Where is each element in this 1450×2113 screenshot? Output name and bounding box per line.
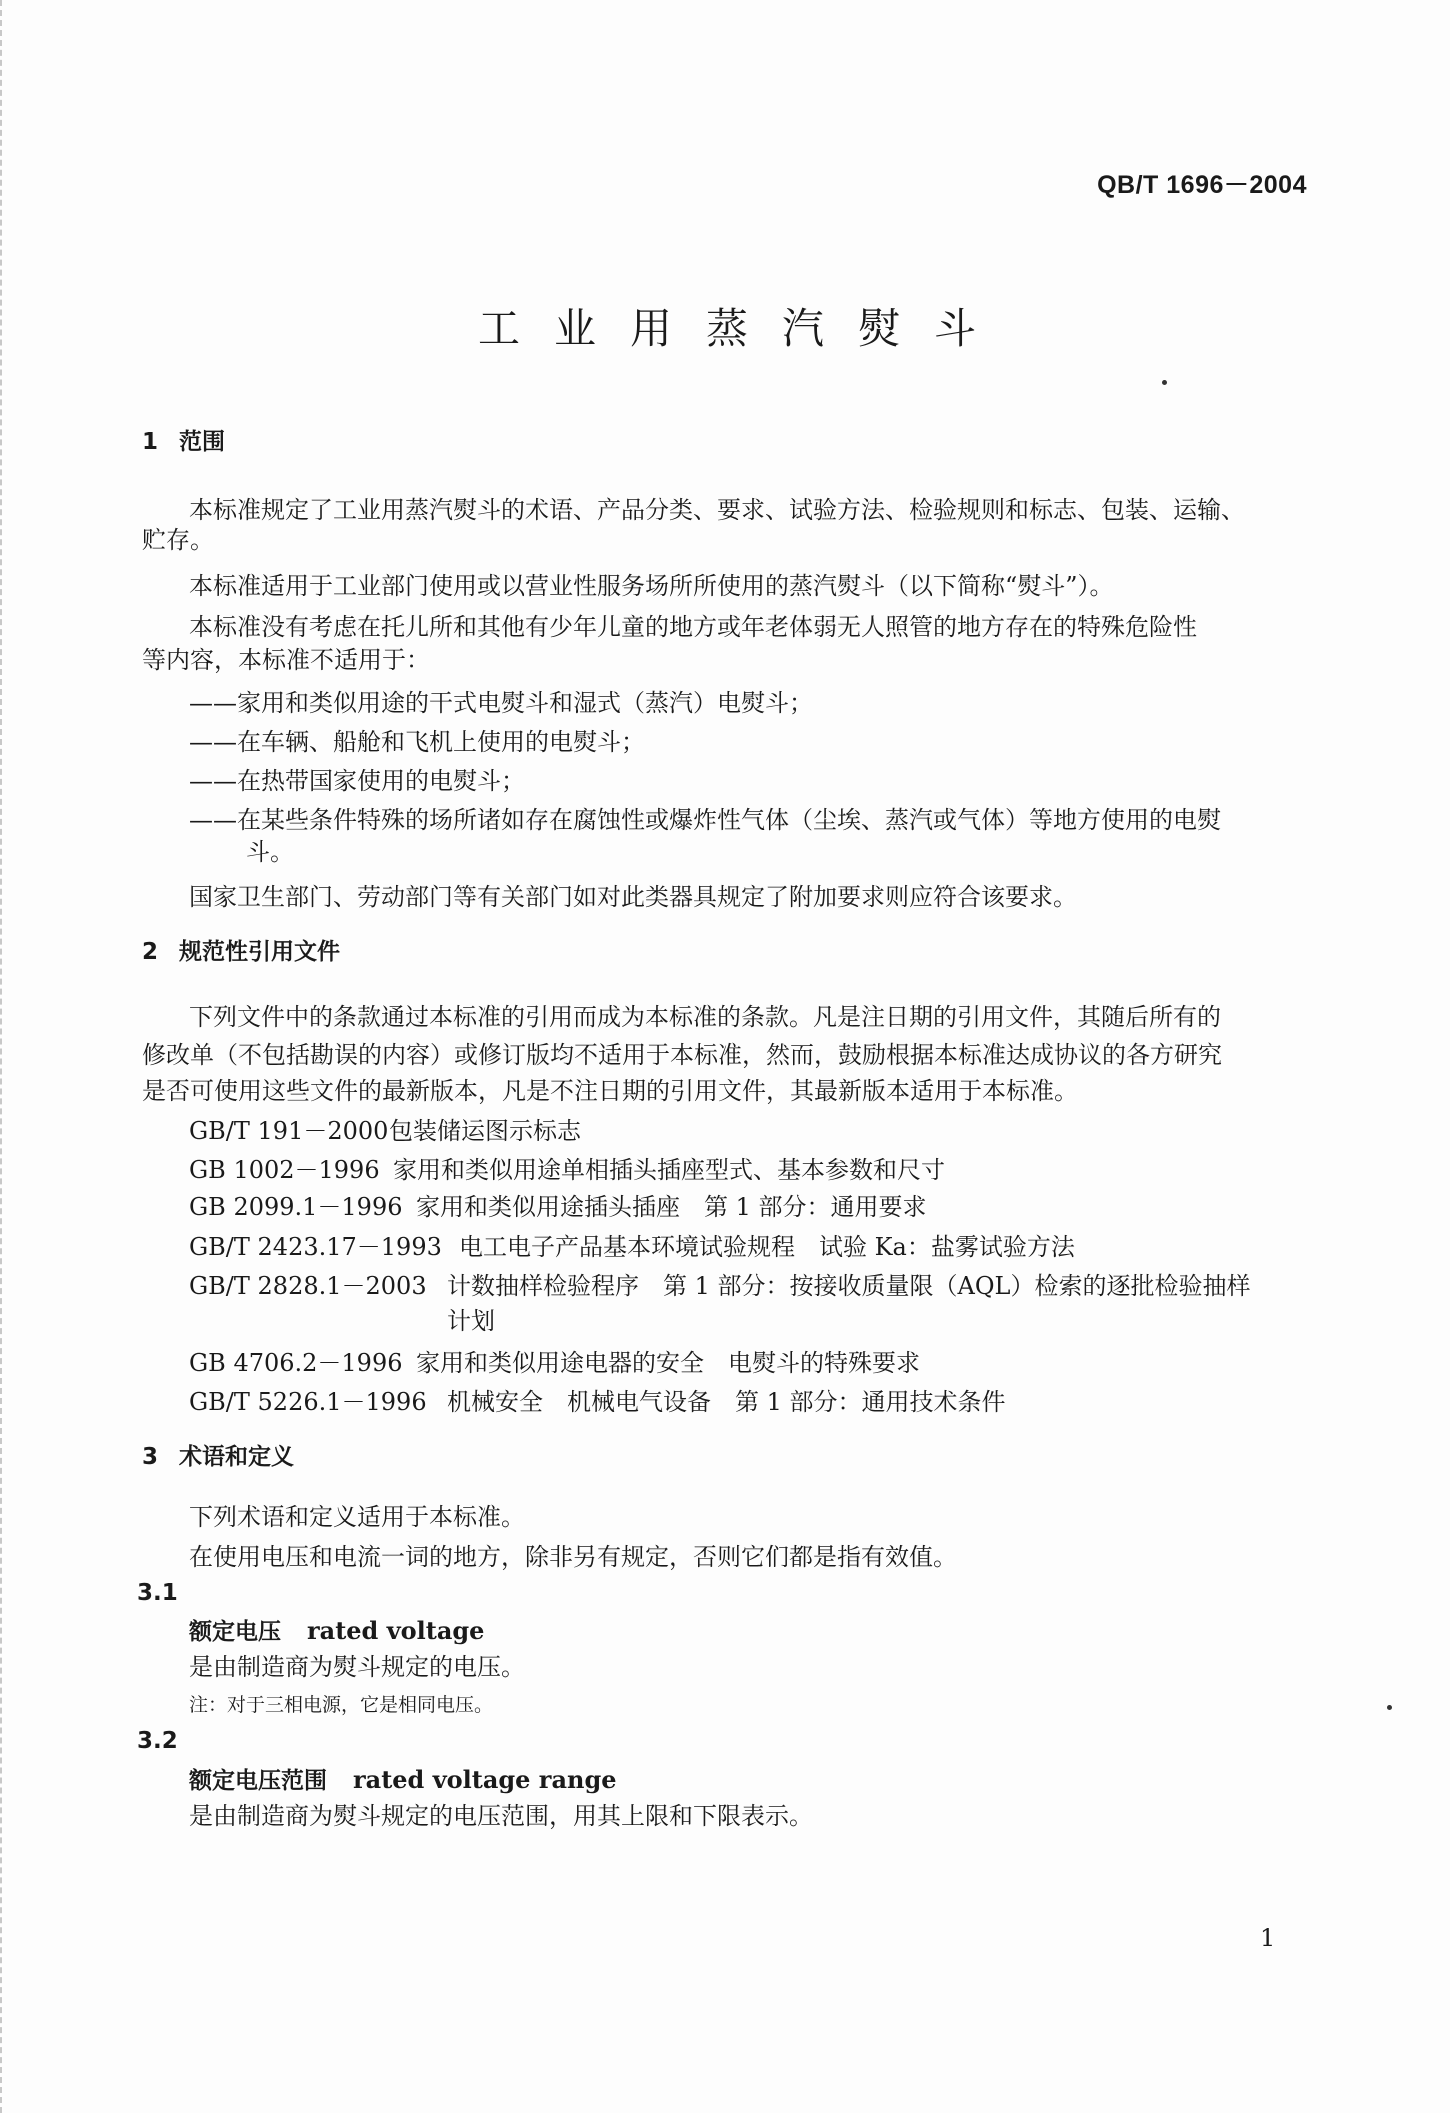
reference-code: GB/T 191－2000	[189, 1117, 389, 1145]
term-en: rated voltage range	[353, 1765, 617, 1794]
reference-title: 机械安全 机械电气设备 第 1 部分：通用技术条件	[447, 1388, 1006, 1416]
paragraph-line: 修改单（不包括勘误的内容）或修订版均不适用于本标准，然而，鼓励根据本标准达成协议的各方研究	[142, 1041, 1222, 1069]
scan-speck	[1162, 380, 1167, 385]
reference-title: 计数抽样检验程序 第 1 部分：按接收质量限（AQL）检索的逐批检验抽样	[447, 1272, 1251, 1300]
term-definition: 是由制造商为熨斗规定的电压。	[189, 1653, 525, 1681]
reference-item	[189, 1271, 1250, 1301]
paragraph-line: 国家卫生部门、劳动部门等有关部门如对此类器具规定了附加要求则应符合该要求。	[189, 883, 1077, 911]
paragraph-line: 本标准规定了工业用蒸汽熨斗的术语、产品分类、要求、试验方法、检验规则和标志、包装、运输、	[189, 496, 1245, 524]
term-heading	[189, 1616, 484, 1647]
reference-title: 电工电子产品基本环境试验规程 试验 Ka：盐雾试验方法	[459, 1233, 1075, 1261]
standard-code: QB/T 1696－2004	[1097, 171, 1307, 199]
paragraph-line: 等内容，本标准不适用于：	[142, 646, 430, 674]
reference-code: GB/T 5226.1－1996	[189, 1388, 427, 1416]
section-title: 范围	[179, 429, 225, 455]
reference-title: 包装储运图示标志	[389, 1117, 581, 1145]
reference-item	[189, 1232, 1075, 1262]
paragraph-line: 下列术语和定义适用于本标准。	[189, 1503, 525, 1531]
section-number: 1	[142, 429, 159, 455]
reference-item	[189, 1192, 927, 1222]
term-heading	[189, 1765, 617, 1796]
reference-code: GB/T 2423.17－1993	[189, 1233, 442, 1261]
reference-item-continuation: 计划	[447, 1307, 495, 1335]
list-item: ——在某些条件特殊的场所诸如存在腐蚀性或爆炸性气体（尘埃、蒸汽或气体）等地方使用的电熨	[189, 806, 1221, 834]
section-number: 2	[142, 939, 159, 965]
section-1-heading	[142, 427, 225, 457]
paragraph-line: 是否可使用这些文件的最新版本，凡是不注日期的引用文件，其最新版本适用于本标准。	[142, 1077, 1078, 1105]
term-note: 注：对于三相电源，它是相同电压。	[189, 1694, 494, 1716]
reference-item	[189, 1116, 581, 1146]
reference-item	[189, 1348, 920, 1378]
section-2-heading	[142, 937, 340, 967]
term-zh: 额定电压范围	[189, 1768, 327, 1794]
reference-code: GB 1002－1996	[189, 1156, 380, 1184]
reference-title: 家用和类似用途电器的安全 电熨斗的特殊要求	[416, 1349, 920, 1377]
term-number: 3.2	[137, 1728, 178, 1754]
term-number: 3.1	[137, 1580, 178, 1606]
section-3-heading	[142, 1442, 294, 1472]
reference-code: GB/T 2828.1－2003	[189, 1272, 427, 1300]
reference-code: GB 2099.1－1996	[189, 1193, 403, 1221]
paragraph-line: 贮存。	[142, 526, 214, 554]
page-number: 1	[1260, 1924, 1276, 1952]
reference-title: 家用和类似用途单相插头插座型式、基本参数和尺寸	[393, 1156, 945, 1184]
term-definition: 是由制造商为熨斗规定的电压范围，用其上限和下限表示。	[189, 1802, 813, 1830]
paragraph-line: 本标准没有考虑在托儿所和其他有少年儿童的地方或年老体弱无人照管的地方存在的特殊危险性	[189, 613, 1197, 641]
document-title: 工业用蒸汽熨斗	[477, 304, 1010, 353]
term-zh: 额定电压	[189, 1619, 281, 1645]
list-item: ——在车辆、船舱和飞机上使用的电熨斗；	[189, 728, 645, 756]
reference-code: GB 4706.2－1996	[189, 1349, 403, 1377]
scan-speck	[1387, 1705, 1392, 1710]
list-item: ——在热带国家使用的电熨斗；	[189, 767, 525, 795]
section-title: 规范性引用文件	[179, 939, 340, 965]
reference-title: 家用和类似用途插头插座 第 1 部分：通用要求	[416, 1193, 927, 1221]
reference-item	[189, 1387, 1006, 1417]
paragraph-line: 在使用电压和电流一词的地方，除非另有规定，否则它们都是指有效值。	[189, 1543, 957, 1571]
paragraph-line: 下列文件中的条款通过本标准的引用而成为本标准的条款。凡是注日期的引用文件，其随后所有的	[189, 1003, 1221, 1031]
term-en: rated voltage	[307, 1616, 485, 1645]
list-item-continuation: 斗。	[246, 838, 294, 866]
section-number: 3	[142, 1444, 159, 1470]
section-title: 术语和定义	[179, 1444, 294, 1470]
paragraph-line: 本标准适用于工业部门使用或以营业性服务场所所使用的蒸汽熨斗（以下简称“熨斗”）。	[189, 572, 1114, 600]
list-item: ——家用和类似用途的干式电熨斗和湿式（蒸汽）电熨斗；	[189, 689, 813, 717]
reference-item	[189, 1155, 945, 1185]
